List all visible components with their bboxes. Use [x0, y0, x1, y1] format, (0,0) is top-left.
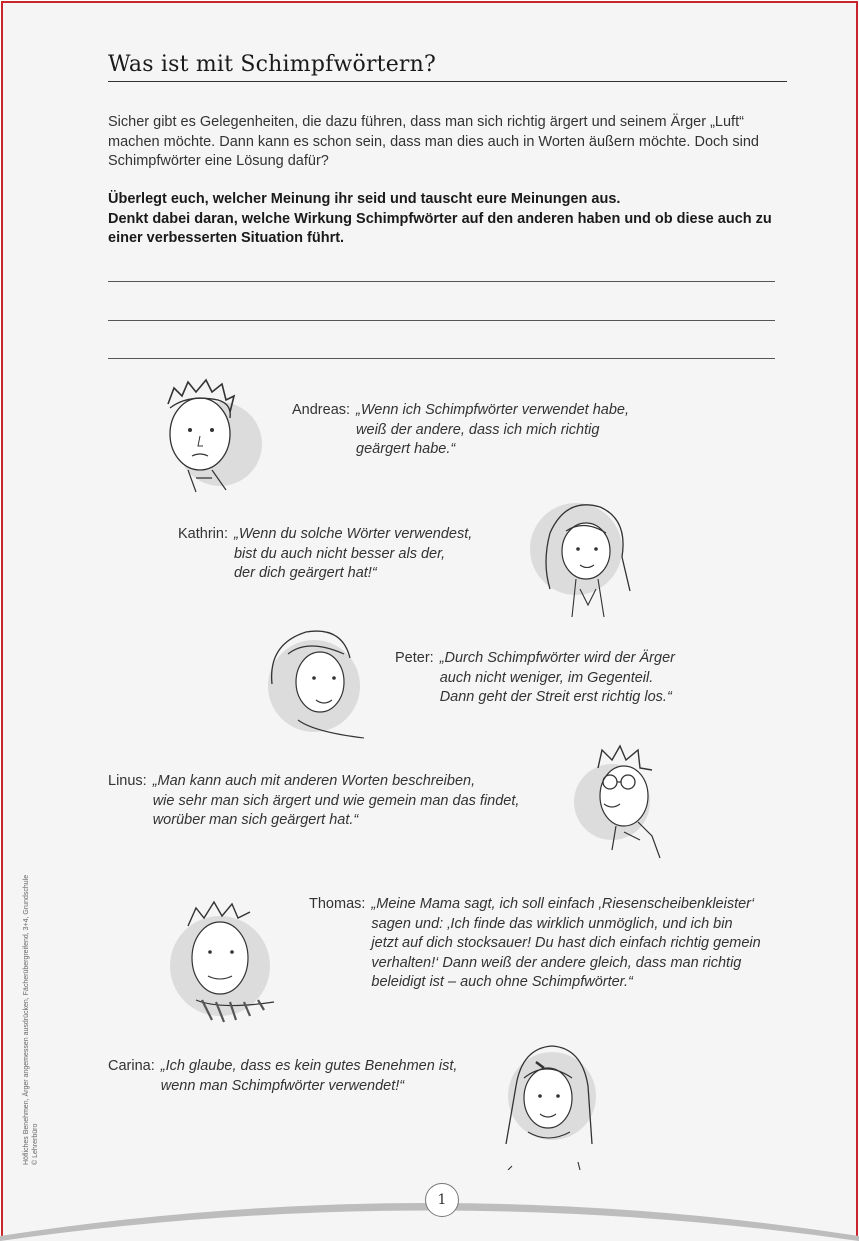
- linus-portrait-illustration: [568, 740, 684, 862]
- quote-text: „Durch Schimpfwörter wird der Ärger auch nicht weniger, im Gegenteil. Dann geht der Streit erst richtig los.“: [439, 650, 675, 705]
- quote-text: „Ich glaube, dass es kein gutes Benehmen ist, wenn man Schimpfwörter verwendet!“: [160, 1058, 458, 1094]
- quote-andreas: [292, 401, 629, 460]
- task-instructions: [108, 190, 798, 249]
- speaker-name: Linus:: [108, 773, 147, 789]
- writing-line-1[interactable]: [108, 281, 775, 282]
- writing-line-3[interactable]: [108, 358, 775, 359]
- title-underline: [108, 81, 787, 82]
- writing-line-2[interactable]: [108, 320, 775, 321]
- quote-peter: [395, 649, 675, 708]
- thomas-portrait-illustration: [164, 892, 288, 1026]
- andreas-portrait-illustration: [148, 374, 268, 498]
- speaker-name: Thomas:: [309, 896, 366, 912]
- quote-thomas: [309, 895, 761, 993]
- quote-text: „Wenn du solche Wörter verwendest, bist du auch nicht besser als der, der dich geärgert hat!“: [233, 526, 473, 581]
- intro-paragraph: Sicher gibt es Gelegenheiten, die dazu führen, dass man sich richtig ärgert und seinem Ärger „Luft“ machen möchte. Dann kann es schon sein, dass man dies auch in Worten äußern möchte. Doch sind Schimpfwörter eine Lösung dafür?: [108, 114, 759, 169]
- quote-carina: [108, 1057, 457, 1096]
- quote-kathrin: [178, 525, 472, 584]
- carina-portrait-illustration: [486, 1040, 604, 1170]
- page-title: Was ist mit Schimpfwörtern?: [108, 52, 437, 77]
- side-copyright-note: [22, 815, 40, 1165]
- side-note-line-1: Höfliches Benehmen, Ärger angemessen ausdrücken, Fächerübergreifend, 3+4, Grundschule: [23, 874, 30, 1165]
- quote-text: „Meine Mama sagt, ich soll einfach ‚Riesenscheibenkleister‘ sagen und: ‚Ich finde das wirklich unmöglich, und ich bin jetzt auf dich stocksauer! Du hast dich einfach richtig gemein verhalten!‘ Dann weiß der andere gleich, dass man richtig beleidigt ist – auch ohne Schimpfwörter.“: [371, 896, 761, 990]
- speaker-name: Peter:: [395, 650, 434, 666]
- quote-text: „Wenn ich Schimpfwörter verwendet habe, weiß der andere, dass ich mich richtig geärgert habe.“: [356, 402, 629, 457]
- task-line-2: Denkt dabei daran, welche Wirkung Schimpfwörter auf den anderen haben und ob diese auch zu einer verbesserten Situation führt.: [108, 210, 772, 246]
- quote-linus: [108, 772, 519, 831]
- kathrin-portrait-illustration: [526, 493, 650, 619]
- task-line-1: Überlegt euch, welcher Meinung ihr seid und tauscht eure Meinungen aus.: [108, 191, 621, 207]
- page-number: 1: [425, 1183, 459, 1217]
- speaker-name: Andreas:: [292, 402, 351, 418]
- speaker-name: Kathrin:: [178, 526, 228, 542]
- quote-text: „Man kann auch mit anderen Worten beschreiben, wie sehr man sich ärgert und wie gemein man das findet, worüber man sich geärgert hat.“: [152, 773, 520, 828]
- peter-portrait-illustration: [258, 624, 372, 740]
- speaker-name: Carina:: [108, 1058, 155, 1074]
- side-note-line-2: © Lehrerbüro: [32, 1123, 39, 1165]
- page-frame: [1, 1, 858, 1241]
